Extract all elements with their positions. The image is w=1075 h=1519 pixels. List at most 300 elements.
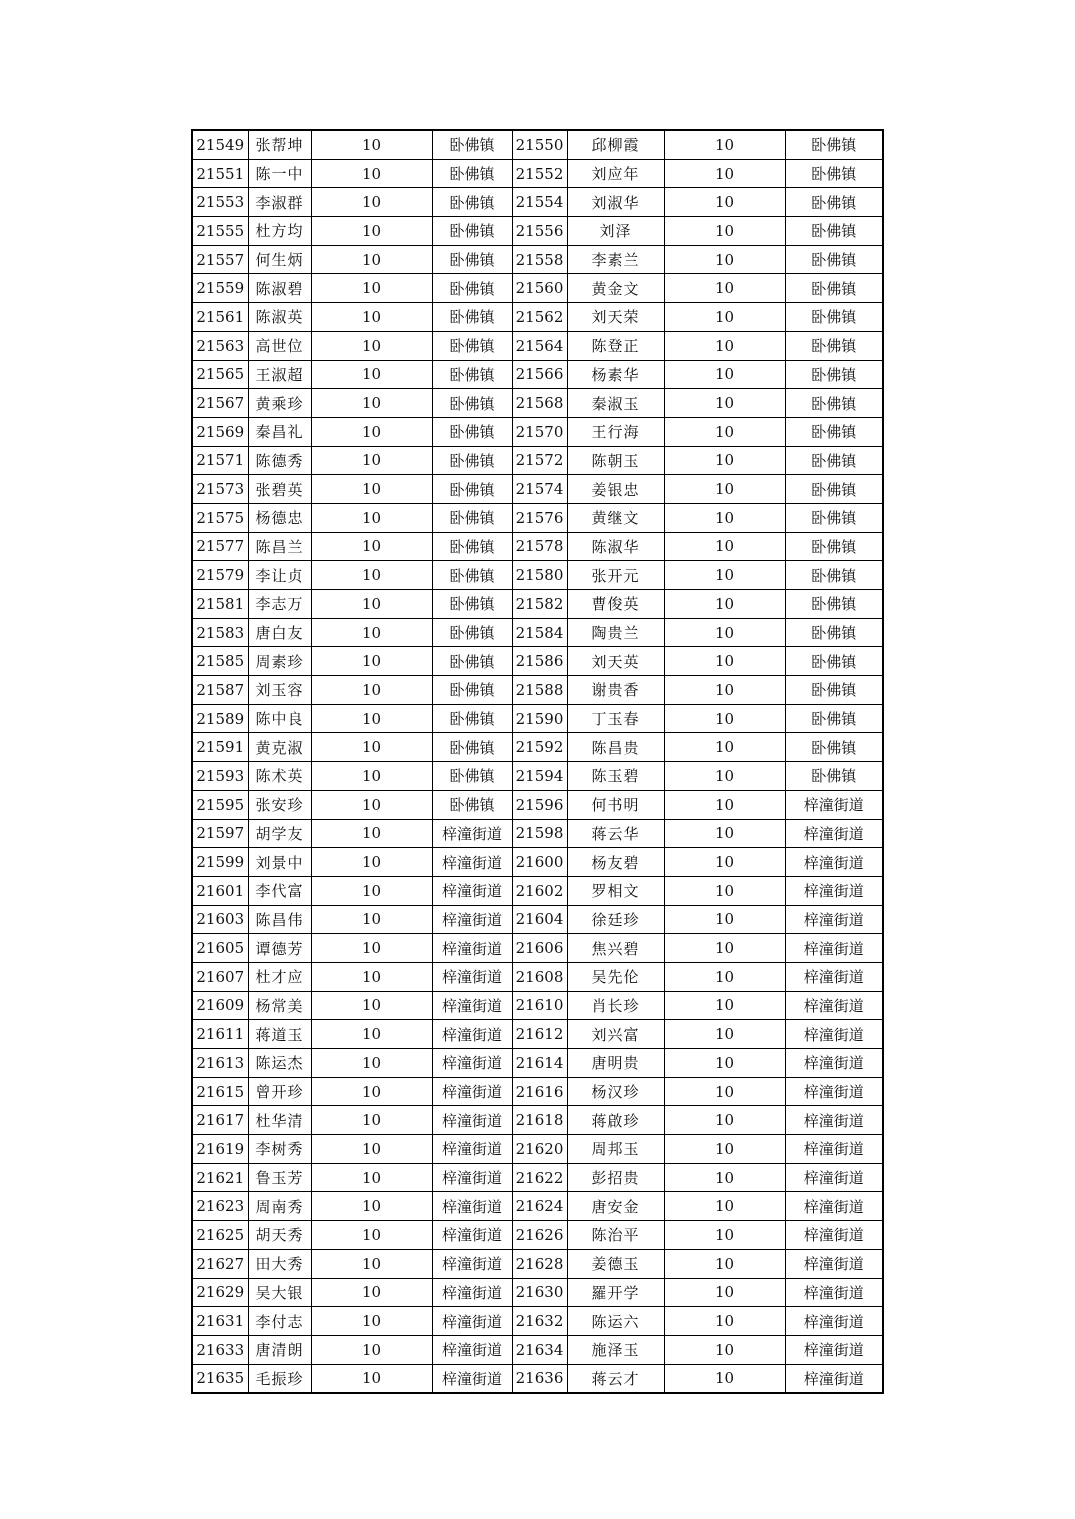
record-amount-cell: 10 bbox=[664, 1077, 785, 1106]
record-name-cell: 肖长珍 bbox=[567, 991, 664, 1020]
record-amount-cell: 10 bbox=[311, 590, 432, 619]
record-amount-cell: 10 bbox=[311, 1020, 432, 1049]
record-town-cell: 卧佛镇 bbox=[432, 790, 512, 819]
record-id-cell: 21636 bbox=[512, 1364, 567, 1393]
record-id-cell: 21625 bbox=[192, 1221, 248, 1250]
record-amount-cell: 10 bbox=[664, 1278, 785, 1307]
record-town-cell: 卧佛镇 bbox=[432, 245, 512, 274]
record-name-cell: 刘应年 bbox=[567, 159, 664, 188]
record-town-cell: 卧佛镇 bbox=[785, 389, 883, 418]
table-row bbox=[192, 590, 883, 619]
record-amount-cell: 10 bbox=[311, 130, 432, 159]
record-name-cell: 陈一中 bbox=[248, 159, 311, 188]
record-id-cell: 21603 bbox=[192, 905, 248, 934]
record-id-cell: 21618 bbox=[512, 1106, 567, 1135]
record-id-cell: 21578 bbox=[512, 532, 567, 561]
record-amount-cell: 10 bbox=[664, 188, 785, 217]
table-row bbox=[192, 848, 883, 877]
record-name-cell: 陈术英 bbox=[248, 762, 311, 791]
table-row bbox=[192, 360, 883, 389]
record-name-cell: 秦昌礼 bbox=[248, 417, 311, 446]
record-name-cell: 杨友碧 bbox=[567, 848, 664, 877]
record-name-cell: 周素珍 bbox=[248, 647, 311, 676]
record-town-cell: 梓潼街道 bbox=[785, 1020, 883, 1049]
record-name-cell: 谭德芳 bbox=[248, 934, 311, 963]
record-id-cell: 21583 bbox=[192, 618, 248, 647]
record-amount-cell: 10 bbox=[664, 905, 785, 934]
record-amount-cell: 10 bbox=[664, 360, 785, 389]
record-name-cell: 黄克淑 bbox=[248, 733, 311, 762]
record-name-cell: 周邦玉 bbox=[567, 1135, 664, 1164]
record-amount-cell: 10 bbox=[664, 590, 785, 619]
record-town-cell: 梓潼街道 bbox=[432, 1135, 512, 1164]
table-row bbox=[192, 905, 883, 934]
table-row bbox=[192, 876, 883, 905]
table-row bbox=[192, 733, 883, 762]
record-amount-cell: 10 bbox=[311, 1163, 432, 1192]
record-town-cell: 卧佛镇 bbox=[432, 590, 512, 619]
record-amount-cell: 10 bbox=[664, 417, 785, 446]
table-row bbox=[192, 1335, 883, 1364]
record-town-cell: 卧佛镇 bbox=[785, 417, 883, 446]
record-amount-cell: 10 bbox=[311, 1221, 432, 1250]
record-name-cell: 曹俊英 bbox=[567, 590, 664, 619]
record-name-cell: 唐清朗 bbox=[248, 1335, 311, 1364]
record-name-cell: 蒋云才 bbox=[567, 1364, 664, 1393]
record-name-cell: 陈昌贵 bbox=[567, 733, 664, 762]
record-name-cell: 陈昌兰 bbox=[248, 532, 311, 561]
table-row bbox=[192, 1221, 883, 1250]
record-name-cell: 王淑超 bbox=[248, 360, 311, 389]
record-id-cell: 21590 bbox=[512, 704, 567, 733]
record-id-cell: 21611 bbox=[192, 1020, 248, 1049]
table-row bbox=[192, 532, 883, 561]
record-name-cell: 陈淑英 bbox=[248, 303, 311, 332]
table-row bbox=[192, 1106, 883, 1135]
record-amount-cell: 10 bbox=[664, 130, 785, 159]
record-id-cell: 21592 bbox=[512, 733, 567, 762]
record-name-cell: 曾开珍 bbox=[248, 1077, 311, 1106]
table-row bbox=[192, 389, 883, 418]
record-town-cell: 卧佛镇 bbox=[785, 676, 883, 705]
record-amount-cell: 10 bbox=[664, 1135, 785, 1164]
record-name-cell: 陈淑华 bbox=[567, 532, 664, 561]
table-row bbox=[192, 991, 883, 1020]
record-town-cell: 梓潼街道 bbox=[432, 1163, 512, 1192]
record-id-cell: 21612 bbox=[512, 1020, 567, 1049]
record-town-cell: 卧佛镇 bbox=[432, 618, 512, 647]
record-amount-cell: 10 bbox=[664, 934, 785, 963]
record-id-cell: 21561 bbox=[192, 303, 248, 332]
record-name-cell: 姜银忠 bbox=[567, 475, 664, 504]
record-id-cell: 21610 bbox=[512, 991, 567, 1020]
record-name-cell: 刘玉容 bbox=[248, 676, 311, 705]
record-name-cell: 吴大银 bbox=[248, 1278, 311, 1307]
record-town-cell: 梓潼街道 bbox=[432, 1249, 512, 1278]
record-amount-cell: 10 bbox=[311, 331, 432, 360]
record-id-cell: 21599 bbox=[192, 848, 248, 877]
record-amount-cell: 10 bbox=[664, 1192, 785, 1221]
record-name-cell: 彭招贵 bbox=[567, 1163, 664, 1192]
record-town-cell: 卧佛镇 bbox=[432, 733, 512, 762]
record-amount-cell: 10 bbox=[311, 1135, 432, 1164]
record-id-cell: 21580 bbox=[512, 561, 567, 590]
record-amount-cell: 10 bbox=[311, 1077, 432, 1106]
record-name-cell: 陈德秀 bbox=[248, 446, 311, 475]
record-town-cell: 梓潼街道 bbox=[785, 819, 883, 848]
record-name-cell: 鲁玉芳 bbox=[248, 1163, 311, 1192]
record-amount-cell: 10 bbox=[664, 876, 785, 905]
record-amount-cell: 10 bbox=[311, 1278, 432, 1307]
record-id-cell: 21575 bbox=[192, 503, 248, 532]
record-town-cell: 梓潼街道 bbox=[432, 819, 512, 848]
record-id-cell: 21608 bbox=[512, 962, 567, 991]
record-amount-cell: 10 bbox=[311, 1364, 432, 1393]
record-amount-cell: 10 bbox=[311, 561, 432, 590]
record-id-cell: 21601 bbox=[192, 876, 248, 905]
record-town-cell: 梓潼街道 bbox=[785, 1307, 883, 1336]
record-id-cell: 21602 bbox=[512, 876, 567, 905]
table-row bbox=[192, 934, 883, 963]
record-town-cell: 梓潼街道 bbox=[785, 1049, 883, 1078]
record-amount-cell: 10 bbox=[664, 1335, 785, 1364]
record-name-cell: 丁玉春 bbox=[567, 704, 664, 733]
record-town-cell: 梓潼街道 bbox=[785, 934, 883, 963]
record-name-cell: 高世位 bbox=[248, 331, 311, 360]
table-row bbox=[192, 1364, 883, 1393]
record-id-cell: 21569 bbox=[192, 417, 248, 446]
record-id-cell: 21550 bbox=[512, 130, 567, 159]
record-amount-cell: 10 bbox=[311, 389, 432, 418]
record-id-cell: 21629 bbox=[192, 1278, 248, 1307]
record-id-cell: 21613 bbox=[192, 1049, 248, 1078]
record-town-cell: 梓潼街道 bbox=[785, 848, 883, 877]
record-name-cell: 蒋啟珍 bbox=[567, 1106, 664, 1135]
record-town-cell: 梓潼街道 bbox=[432, 1106, 512, 1135]
record-amount-cell: 10 bbox=[664, 1307, 785, 1336]
record-amount-cell: 10 bbox=[311, 962, 432, 991]
table-row bbox=[192, 1020, 883, 1049]
record-id-cell: 21619 bbox=[192, 1135, 248, 1164]
record-amount-cell: 10 bbox=[311, 618, 432, 647]
record-amount-cell: 10 bbox=[311, 905, 432, 934]
record-name-cell: 陈淑碧 bbox=[248, 274, 311, 303]
record-id-cell: 21630 bbox=[512, 1278, 567, 1307]
record-id-cell: 21621 bbox=[192, 1163, 248, 1192]
table-row bbox=[192, 1192, 883, 1221]
record-amount-cell: 10 bbox=[311, 647, 432, 676]
record-id-cell: 21563 bbox=[192, 331, 248, 360]
record-name-cell: 陶贵兰 bbox=[567, 618, 664, 647]
record-town-cell: 梓潼街道 bbox=[785, 1278, 883, 1307]
record-id-cell: 21598 bbox=[512, 819, 567, 848]
record-id-cell: 21555 bbox=[192, 217, 248, 246]
record-town-cell: 卧佛镇 bbox=[432, 475, 512, 504]
record-id-cell: 21597 bbox=[192, 819, 248, 848]
record-name-cell: 李志万 bbox=[248, 590, 311, 619]
record-name-cell: 陈运杰 bbox=[248, 1049, 311, 1078]
record-id-cell: 21556 bbox=[512, 217, 567, 246]
record-town-cell: 梓潼街道 bbox=[432, 934, 512, 963]
table-row bbox=[192, 962, 883, 991]
record-id-cell: 21635 bbox=[192, 1364, 248, 1393]
record-id-cell: 21623 bbox=[192, 1192, 248, 1221]
record-id-cell: 21617 bbox=[192, 1106, 248, 1135]
record-town-cell: 卧佛镇 bbox=[785, 188, 883, 217]
roster-table bbox=[191, 129, 884, 1394]
record-amount-cell: 10 bbox=[664, 446, 785, 475]
record-town-cell: 卧佛镇 bbox=[785, 475, 883, 504]
table-row bbox=[192, 618, 883, 647]
record-id-cell: 21585 bbox=[192, 647, 248, 676]
record-town-cell: 梓潼街道 bbox=[785, 790, 883, 819]
record-town-cell: 梓潼街道 bbox=[432, 1335, 512, 1364]
record-town-cell: 卧佛镇 bbox=[785, 274, 883, 303]
record-town-cell: 卧佛镇 bbox=[432, 159, 512, 188]
table-row bbox=[192, 819, 883, 848]
record-town-cell: 梓潼街道 bbox=[785, 1135, 883, 1164]
record-name-cell: 李淑群 bbox=[248, 188, 311, 217]
record-amount-cell: 10 bbox=[664, 733, 785, 762]
record-name-cell: 刘泽 bbox=[567, 217, 664, 246]
record-id-cell: 21559 bbox=[192, 274, 248, 303]
record-amount-cell: 10 bbox=[664, 790, 785, 819]
record-name-cell: 羅开学 bbox=[567, 1278, 664, 1307]
record-town-cell: 卧佛镇 bbox=[785, 159, 883, 188]
record-amount-cell: 10 bbox=[311, 303, 432, 332]
record-id-cell: 21551 bbox=[192, 159, 248, 188]
record-id-cell: 21605 bbox=[192, 934, 248, 963]
record-town-cell: 卧佛镇 bbox=[432, 130, 512, 159]
record-id-cell: 21584 bbox=[512, 618, 567, 647]
table-row bbox=[192, 503, 883, 532]
record-name-cell: 杜华清 bbox=[248, 1106, 311, 1135]
record-amount-cell: 10 bbox=[311, 676, 432, 705]
record-town-cell: 卧佛镇 bbox=[432, 532, 512, 561]
record-name-cell: 徐廷珍 bbox=[567, 905, 664, 934]
table-row bbox=[192, 561, 883, 590]
record-amount-cell: 10 bbox=[664, 1020, 785, 1049]
record-amount-cell: 10 bbox=[664, 217, 785, 246]
record-amount-cell: 10 bbox=[311, 1049, 432, 1078]
record-id-cell: 21634 bbox=[512, 1335, 567, 1364]
table-row bbox=[192, 331, 883, 360]
record-id-cell: 21615 bbox=[192, 1077, 248, 1106]
table-row bbox=[192, 762, 883, 791]
record-amount-cell: 10 bbox=[664, 962, 785, 991]
record-town-cell: 梓潼街道 bbox=[432, 1192, 512, 1221]
record-id-cell: 21560 bbox=[512, 274, 567, 303]
record-amount-cell: 10 bbox=[664, 647, 785, 676]
record-town-cell: 梓潼街道 bbox=[785, 991, 883, 1020]
record-name-cell: 胡天秀 bbox=[248, 1221, 311, 1250]
record-id-cell: 21568 bbox=[512, 389, 567, 418]
record-name-cell: 李付志 bbox=[248, 1307, 311, 1336]
record-id-cell: 21552 bbox=[512, 159, 567, 188]
record-amount-cell: 10 bbox=[664, 331, 785, 360]
record-name-cell: 秦淑玉 bbox=[567, 389, 664, 418]
record-amount-cell: 10 bbox=[664, 1049, 785, 1078]
record-name-cell: 罗相文 bbox=[567, 876, 664, 905]
record-amount-cell: 10 bbox=[311, 1335, 432, 1364]
record-amount-cell: 10 bbox=[664, 1106, 785, 1135]
table-row bbox=[192, 1278, 883, 1307]
record-name-cell: 唐白友 bbox=[248, 618, 311, 647]
record-amount-cell: 10 bbox=[311, 1307, 432, 1336]
record-town-cell: 梓潼街道 bbox=[785, 1249, 883, 1278]
record-amount-cell: 10 bbox=[664, 848, 785, 877]
record-name-cell: 张安珍 bbox=[248, 790, 311, 819]
record-id-cell: 21564 bbox=[512, 331, 567, 360]
record-town-cell: 卧佛镇 bbox=[785, 733, 883, 762]
record-town-cell: 卧佛镇 bbox=[785, 532, 883, 561]
record-town-cell: 卧佛镇 bbox=[785, 331, 883, 360]
record-name-cell: 蒋道玉 bbox=[248, 1020, 311, 1049]
record-name-cell: 唐明贵 bbox=[567, 1049, 664, 1078]
record-name-cell: 何书明 bbox=[567, 790, 664, 819]
record-name-cell: 李代富 bbox=[248, 876, 311, 905]
record-id-cell: 21588 bbox=[512, 676, 567, 705]
record-town-cell: 卧佛镇 bbox=[432, 389, 512, 418]
record-name-cell: 陈朝玉 bbox=[567, 446, 664, 475]
record-name-cell: 张开元 bbox=[567, 561, 664, 590]
record-amount-cell: 10 bbox=[311, 360, 432, 389]
record-amount-cell: 10 bbox=[311, 934, 432, 963]
table-row bbox=[192, 417, 883, 446]
record-amount-cell: 10 bbox=[311, 1249, 432, 1278]
record-amount-cell: 10 bbox=[311, 475, 432, 504]
record-town-cell: 梓潼街道 bbox=[432, 962, 512, 991]
record-id-cell: 21589 bbox=[192, 704, 248, 733]
record-town-cell: 卧佛镇 bbox=[432, 704, 512, 733]
record-id-cell: 21554 bbox=[512, 188, 567, 217]
record-town-cell: 梓潼街道 bbox=[785, 1364, 883, 1393]
record-name-cell: 毛振珍 bbox=[248, 1364, 311, 1393]
record-town-cell: 卧佛镇 bbox=[785, 503, 883, 532]
table-row bbox=[192, 704, 883, 733]
roster-body bbox=[192, 130, 883, 1393]
record-id-cell: 21587 bbox=[192, 676, 248, 705]
table-row bbox=[192, 1249, 883, 1278]
record-name-cell: 焦兴碧 bbox=[567, 934, 664, 963]
record-amount-cell: 10 bbox=[664, 532, 785, 561]
record-name-cell: 张碧英 bbox=[248, 475, 311, 504]
record-amount-cell: 10 bbox=[664, 159, 785, 188]
record-id-cell: 21573 bbox=[192, 475, 248, 504]
record-id-cell: 21570 bbox=[512, 417, 567, 446]
record-name-cell: 胡学友 bbox=[248, 819, 311, 848]
table-row bbox=[192, 676, 883, 705]
record-town-cell: 梓潼街道 bbox=[785, 905, 883, 934]
record-id-cell: 21577 bbox=[192, 532, 248, 561]
record-amount-cell: 10 bbox=[664, 991, 785, 1020]
record-name-cell: 杨常美 bbox=[248, 991, 311, 1020]
record-amount-cell: 10 bbox=[664, 389, 785, 418]
record-amount-cell: 10 bbox=[311, 991, 432, 1020]
record-name-cell: 刘天英 bbox=[567, 647, 664, 676]
record-name-cell: 黄继文 bbox=[567, 503, 664, 532]
record-amount-cell: 10 bbox=[311, 733, 432, 762]
record-name-cell: 谢贵香 bbox=[567, 676, 664, 705]
record-town-cell: 卧佛镇 bbox=[785, 618, 883, 647]
record-town-cell: 卧佛镇 bbox=[785, 446, 883, 475]
record-amount-cell: 10 bbox=[311, 762, 432, 791]
record-amount-cell: 10 bbox=[664, 503, 785, 532]
record-id-cell: 21624 bbox=[512, 1192, 567, 1221]
record-town-cell: 梓潼街道 bbox=[432, 1049, 512, 1078]
record-amount-cell: 10 bbox=[664, 303, 785, 332]
record-id-cell: 21595 bbox=[192, 790, 248, 819]
table-row bbox=[192, 790, 883, 819]
record-amount-cell: 10 bbox=[311, 159, 432, 188]
record-id-cell: 21581 bbox=[192, 590, 248, 619]
record-amount-cell: 10 bbox=[664, 1221, 785, 1250]
record-id-cell: 21572 bbox=[512, 446, 567, 475]
record-name-cell: 姜德玉 bbox=[567, 1249, 664, 1278]
table-row bbox=[192, 245, 883, 274]
record-name-cell: 陈中良 bbox=[248, 704, 311, 733]
record-amount-cell: 10 bbox=[664, 618, 785, 647]
record-town-cell: 梓潼街道 bbox=[785, 1077, 883, 1106]
record-id-cell: 21562 bbox=[512, 303, 567, 332]
record-amount-cell: 10 bbox=[311, 417, 432, 446]
record-name-cell: 邱柳霞 bbox=[567, 130, 664, 159]
table-row bbox=[192, 1049, 883, 1078]
record-amount-cell: 10 bbox=[311, 188, 432, 217]
record-name-cell: 黄金文 bbox=[567, 274, 664, 303]
record-id-cell: 21600 bbox=[512, 848, 567, 877]
record-town-cell: 梓潼街道 bbox=[785, 1106, 883, 1135]
record-id-cell: 21586 bbox=[512, 647, 567, 676]
record-id-cell: 21626 bbox=[512, 1221, 567, 1250]
record-town-cell: 卧佛镇 bbox=[785, 360, 883, 389]
table-row bbox=[192, 1307, 883, 1336]
table-row bbox=[192, 217, 883, 246]
record-town-cell: 梓潼街道 bbox=[785, 1335, 883, 1364]
record-amount-cell: 10 bbox=[311, 532, 432, 561]
record-name-cell: 杨素华 bbox=[567, 360, 664, 389]
record-name-cell: 杨汉珍 bbox=[567, 1077, 664, 1106]
record-name-cell: 陈登正 bbox=[567, 331, 664, 360]
record-name-cell: 刘淑华 bbox=[567, 188, 664, 217]
record-name-cell: 张帮坤 bbox=[248, 130, 311, 159]
record-name-cell: 陈运六 bbox=[567, 1307, 664, 1336]
record-town-cell: 梓潼街道 bbox=[785, 962, 883, 991]
record-id-cell: 21604 bbox=[512, 905, 567, 934]
record-amount-cell: 10 bbox=[664, 704, 785, 733]
record-name-cell: 李让贞 bbox=[248, 561, 311, 590]
record-amount-cell: 10 bbox=[311, 217, 432, 246]
record-id-cell: 21593 bbox=[192, 762, 248, 791]
record-town-cell: 卧佛镇 bbox=[432, 217, 512, 246]
record-town-cell: 梓潼街道 bbox=[785, 1192, 883, 1221]
record-town-cell: 卧佛镇 bbox=[785, 704, 883, 733]
record-name-cell: 田大秀 bbox=[248, 1249, 311, 1278]
record-id-cell: 21622 bbox=[512, 1163, 567, 1192]
record-town-cell: 梓潼街道 bbox=[432, 1020, 512, 1049]
record-id-cell: 21620 bbox=[512, 1135, 567, 1164]
table-row bbox=[192, 130, 883, 159]
record-town-cell: 卧佛镇 bbox=[432, 303, 512, 332]
record-town-cell: 梓潼街道 bbox=[785, 876, 883, 905]
record-id-cell: 21614 bbox=[512, 1049, 567, 1078]
table-row bbox=[192, 446, 883, 475]
table-row bbox=[192, 303, 883, 332]
table-row bbox=[192, 159, 883, 188]
record-name-cell: 刘天荣 bbox=[567, 303, 664, 332]
record-amount-cell: 10 bbox=[664, 245, 785, 274]
record-town-cell: 卧佛镇 bbox=[785, 245, 883, 274]
